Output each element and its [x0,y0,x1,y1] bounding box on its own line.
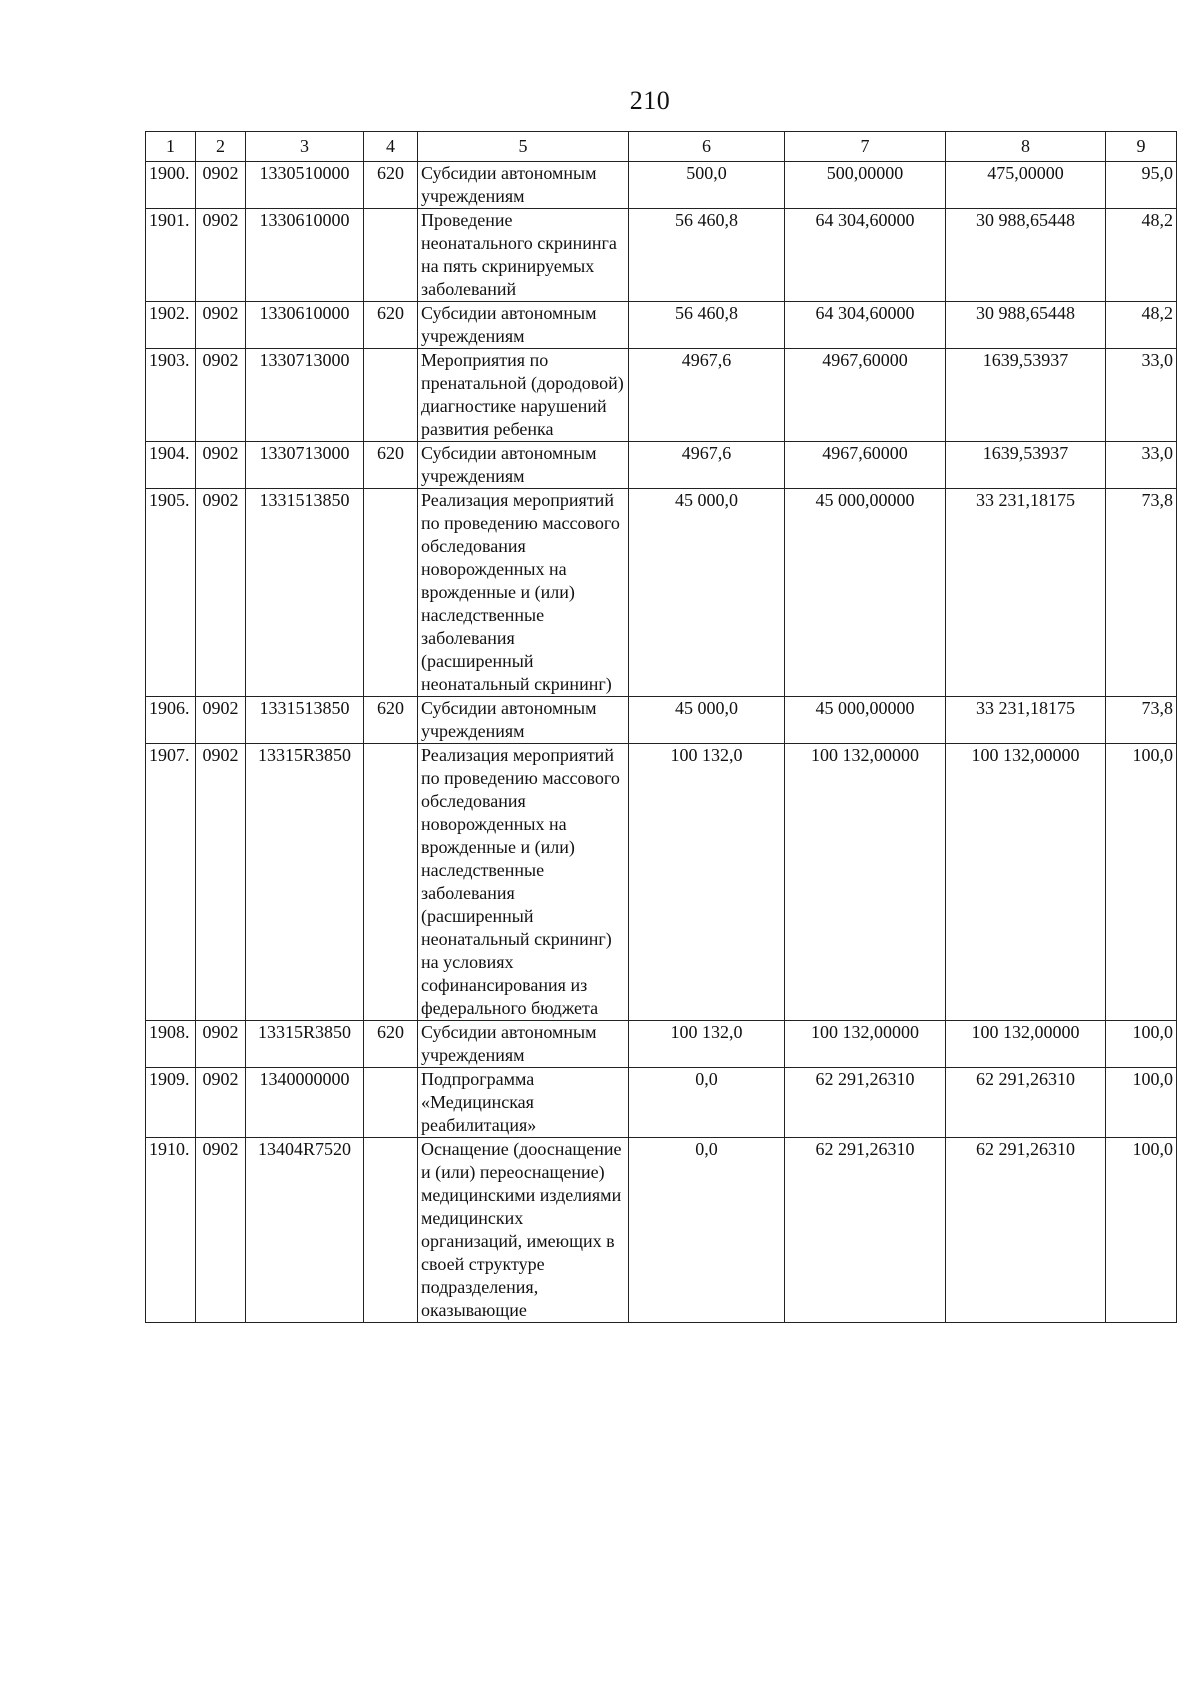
expense-type-code [364,209,418,302]
item-name: Субсидии автономным учреждениям [418,302,629,349]
row-number: 1910. [146,1138,196,1323]
target-article-code: 1330610000 [246,209,364,302]
expense-type-code: 620 [364,697,418,744]
percent-col-9: 100,0 [1106,1021,1177,1068]
column-header-3: 3 [246,132,364,162]
expense-type-code: 620 [364,442,418,489]
row-number: 1904. [146,442,196,489]
value-col-8: 475,00000 [946,162,1106,209]
expense-type-code [364,1138,418,1323]
section-code: 0902 [196,442,246,489]
table-row [146,697,1177,744]
column-header-8: 8 [946,132,1106,162]
value-col-7: 100 132,00000 [785,744,946,1021]
column-header-7: 7 [785,132,946,162]
value-col-6: 0,0 [629,1068,785,1138]
value-col-7: 4967,60000 [785,442,946,489]
percent-col-9: 100,0 [1106,1068,1177,1138]
value-col-6: 100 132,0 [629,744,785,1021]
section-code: 0902 [196,697,246,744]
column-header-5: 5 [418,132,629,162]
expense-type-code [364,744,418,1021]
section-code: 0902 [196,162,246,209]
value-col-6: 45 000,0 [629,489,785,697]
percent-col-9: 100,0 [1106,1138,1177,1323]
value-col-7: 4967,60000 [785,349,946,442]
value-col-6: 45 000,0 [629,697,785,744]
table-row [146,442,1177,489]
table-row [146,162,1177,209]
value-col-8: 30 988,65448 [946,302,1106,349]
row-number: 1909. [146,1068,196,1138]
percent-col-9: 95,0 [1106,162,1177,209]
item-name: Оснащение (дооснащение и (или) переоснащение) медицинскими изделиями медицинских организаций, имеющих в своей структуре подразделения, оказывающие [418,1138,629,1323]
section-code: 0902 [196,1068,246,1138]
value-col-7: 500,00000 [785,162,946,209]
target-article-code: 1330610000 [246,302,364,349]
target-article-code: 13315R3850 [246,744,364,1021]
value-col-8: 30 988,65448 [946,209,1106,302]
target-article-code: 1331513850 [246,697,364,744]
column-header-4: 4 [364,132,418,162]
percent-col-9: 33,0 [1106,442,1177,489]
value-col-8: 33 231,18175 [946,697,1106,744]
section-code: 0902 [196,1138,246,1323]
value-col-6: 56 460,8 [629,302,785,349]
target-article-code: 1340000000 [246,1068,364,1138]
table-row [146,489,1177,697]
percent-col-9: 73,8 [1106,489,1177,697]
column-header-2: 2 [196,132,246,162]
section-code: 0902 [196,302,246,349]
value-col-8: 1639,53937 [946,349,1106,442]
row-number: 1902. [146,302,196,349]
section-code: 0902 [196,209,246,302]
value-col-6: 100 132,0 [629,1021,785,1068]
item-name: Субсидии автономным учреждениям [418,162,629,209]
value-col-7: 45 000,00000 [785,489,946,697]
row-number: 1908. [146,1021,196,1068]
target-article-code: 1331513850 [246,489,364,697]
expense-type-code [364,349,418,442]
percent-col-9: 48,2 [1106,302,1177,349]
percent-col-9: 73,8 [1106,697,1177,744]
value-col-7: 100 132,00000 [785,1021,946,1068]
page-number: 210 [629,86,671,115]
section-code: 0902 [196,744,246,1021]
table-row [146,349,1177,442]
header-row [146,132,1177,162]
expense-type-code: 620 [364,1021,418,1068]
value-col-6: 0,0 [629,1138,785,1323]
table-row [146,1068,1177,1138]
item-name: Подпрограмма «Медицинская реабилитация» [418,1068,629,1138]
value-col-7: 62 291,26310 [785,1068,946,1138]
row-number: 1903. [146,349,196,442]
expense-type-code: 620 [364,162,418,209]
value-col-8: 1639,53937 [946,442,1106,489]
value-col-8: 62 291,26310 [946,1068,1106,1138]
expense-type-code: 620 [364,302,418,349]
percent-col-9: 33,0 [1106,349,1177,442]
item-name: Проведение неонатального скрининга на пять скринируемых заболеваний [418,209,629,302]
expense-type-code [364,1068,418,1138]
value-col-7: 64 304,60000 [785,209,946,302]
value-col-6: 4967,6 [629,349,785,442]
expense-type-code [364,489,418,697]
value-col-8: 33 231,18175 [946,489,1106,697]
table-row [146,1021,1177,1068]
item-name: Субсидии автономным учреждениям [418,1021,629,1068]
percent-col-9: 100,0 [1106,744,1177,1021]
row-number: 1900. [146,162,196,209]
item-name: Субсидии автономным учреждениям [418,442,629,489]
value-col-6: 500,0 [629,162,785,209]
value-col-8: 62 291,26310 [946,1138,1106,1323]
target-article-code: 1330510000 [246,162,364,209]
item-name: Мероприятия по пренатальной (дородовой) диагностике нарушений развития ребенка [418,349,629,442]
row-number: 1907. [146,744,196,1021]
item-name: Реализация мероприятий по проведению массового обследования новорожденных на врожденные и (или) наследственные заболевания (расширенный неонатальный скрининг) [418,489,629,697]
target-article-code: 1330713000 [246,442,364,489]
value-col-7: 62 291,26310 [785,1138,946,1323]
column-header-1: 1 [146,132,196,162]
value-col-7: 45 000,00000 [785,697,946,744]
row-number: 1901. [146,209,196,302]
budget-table [145,131,1177,1323]
table-body [146,162,1177,1323]
target-article-code: 13404R7520 [246,1138,364,1323]
value-col-8: 100 132,00000 [946,1021,1106,1068]
percent-col-9: 48,2 [1106,209,1177,302]
column-header-9: 9 [1106,132,1177,162]
value-col-6: 4967,6 [629,442,785,489]
table-row [146,209,1177,302]
section-code: 0902 [196,1021,246,1068]
value-col-8: 100 132,00000 [946,744,1106,1021]
target-article-code: 1330713000 [246,349,364,442]
row-number: 1905. [146,489,196,697]
column-header-6: 6 [629,132,785,162]
item-name: Субсидии автономным учреждениям [418,697,629,744]
table-row [146,1138,1177,1323]
section-code: 0902 [196,489,246,697]
item-name: Реализация мероприятий по проведению массового обследования новорожденных на врожденные и (или) наследственные заболевания (расширенный неонатальный скрининг) на условиях софинансирования из федерального бюджета [418,744,629,1021]
target-article-code: 13315R3850 [246,1021,364,1068]
table-row [146,744,1177,1021]
value-col-6: 56 460,8 [629,209,785,302]
value-col-7: 64 304,60000 [785,302,946,349]
table-row [146,302,1177,349]
section-code: 0902 [196,349,246,442]
row-number: 1906. [146,697,196,744]
